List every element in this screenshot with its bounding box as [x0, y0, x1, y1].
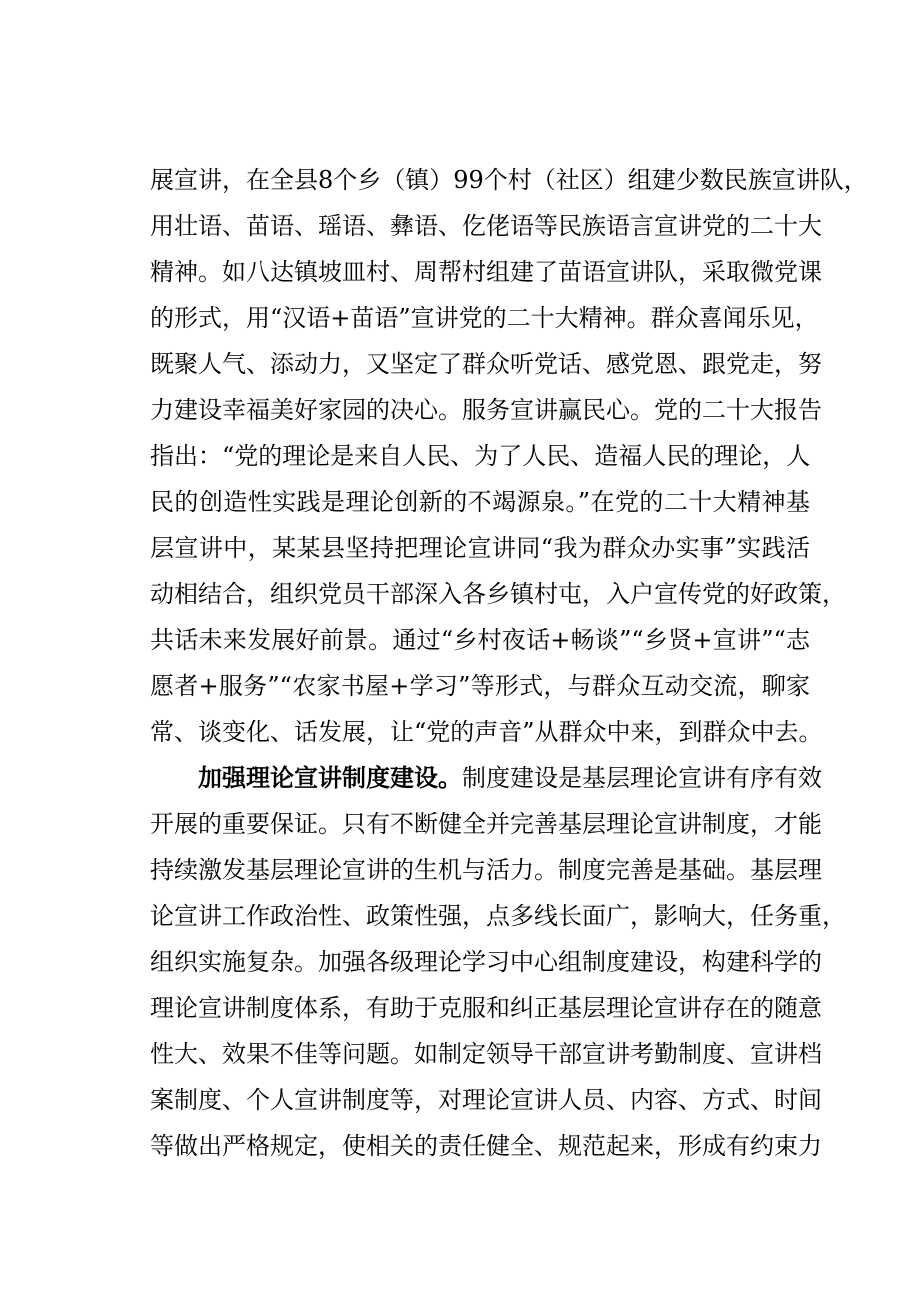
text-line: 精神。如八达镇坡皿村、周帮村组建了苗语宣讲队，采取微党课	[150, 258, 822, 286]
text-line: 指出：“党的理论是来自人民、为了人民、造福人民的理论，人	[150, 442, 811, 470]
paragraph-2-heading: 加强理论宣讲制度建设。	[198, 763, 462, 792]
text-line: 持续激发基层理论宣讲的生机与活力。制度完善是基础。基层理	[150, 856, 822, 884]
text-line: 用壮语、苗语、瑶语、彝语、仡佬语等民族语言宣讲党的二十大	[150, 212, 822, 240]
paragraph-2-first-line-text: 制度建设是基层理论宣讲有序有效	[462, 764, 822, 792]
text-line: 开展的重要保证。只有不断健全并完善基层理论宣讲制度，才能	[150, 810, 822, 838]
text-line: 理论宣讲制度体系，有助于克服和纠正基层理论宣讲存在的随意	[150, 994, 822, 1022]
text-line: 愿者+服务”“农家书屋+学习”等形式，与群众互动交流，聊家	[150, 672, 810, 700]
text-line: 案制度、个人宣讲制度等，对理论宣讲人员、内容、方式、时间	[150, 1086, 822, 1114]
text-line: 组织实施复杂。加强各级理论学习中心组制度建设，构建科学的	[150, 948, 822, 976]
text-line: 论宣讲工作政治性、政策性强，点多线长面广，影响大，任务重，	[150, 902, 846, 930]
text-line: 层宣讲中，某某县坚持把理论宣讲同“我为群众办实事”实践活	[150, 534, 810, 562]
text-line: 既聚人气、添动力，又坚定了群众听党话、感党恩、跟党走，努	[150, 350, 822, 378]
paragraph-2-first-line	[198, 758, 822, 798]
text-line: 性大、效果不佳等问题。如制定领导干部宣讲考勤制度、宣讲档	[150, 1040, 822, 1068]
text-line: 常、谈变化、话发展，让“党的声音”从群众中来，到群众中去。	[150, 718, 823, 746]
text-line: 动相结合，组织党员干部深入各乡镇村屯，入户宣传党的好政策，	[150, 580, 846, 608]
text-line: 共话未来发展好前景。通过“乡村夜话+畅谈”“乡贤+宣讲”“志	[150, 626, 810, 654]
text-line: 的形式，用“汉语+苗语”宣讲党的二十大精神。群众喜闻乐见，	[150, 304, 819, 332]
text-line: 民的创造性实践是理论创新的不竭源泉。”在党的二十大精神基	[150, 488, 810, 516]
text-line: 等做出严格规定，使相关的责任健全、规范起来，形成有约束力	[150, 1132, 822, 1160]
text-line: 展宣讲，在全县8个乡（镇）99个村（社区）组建少数民族宣讲队，	[150, 166, 868, 194]
text-line: 力建设幸福美好家园的决心。服务宣讲赢民心。党的二十大报告	[150, 396, 822, 424]
